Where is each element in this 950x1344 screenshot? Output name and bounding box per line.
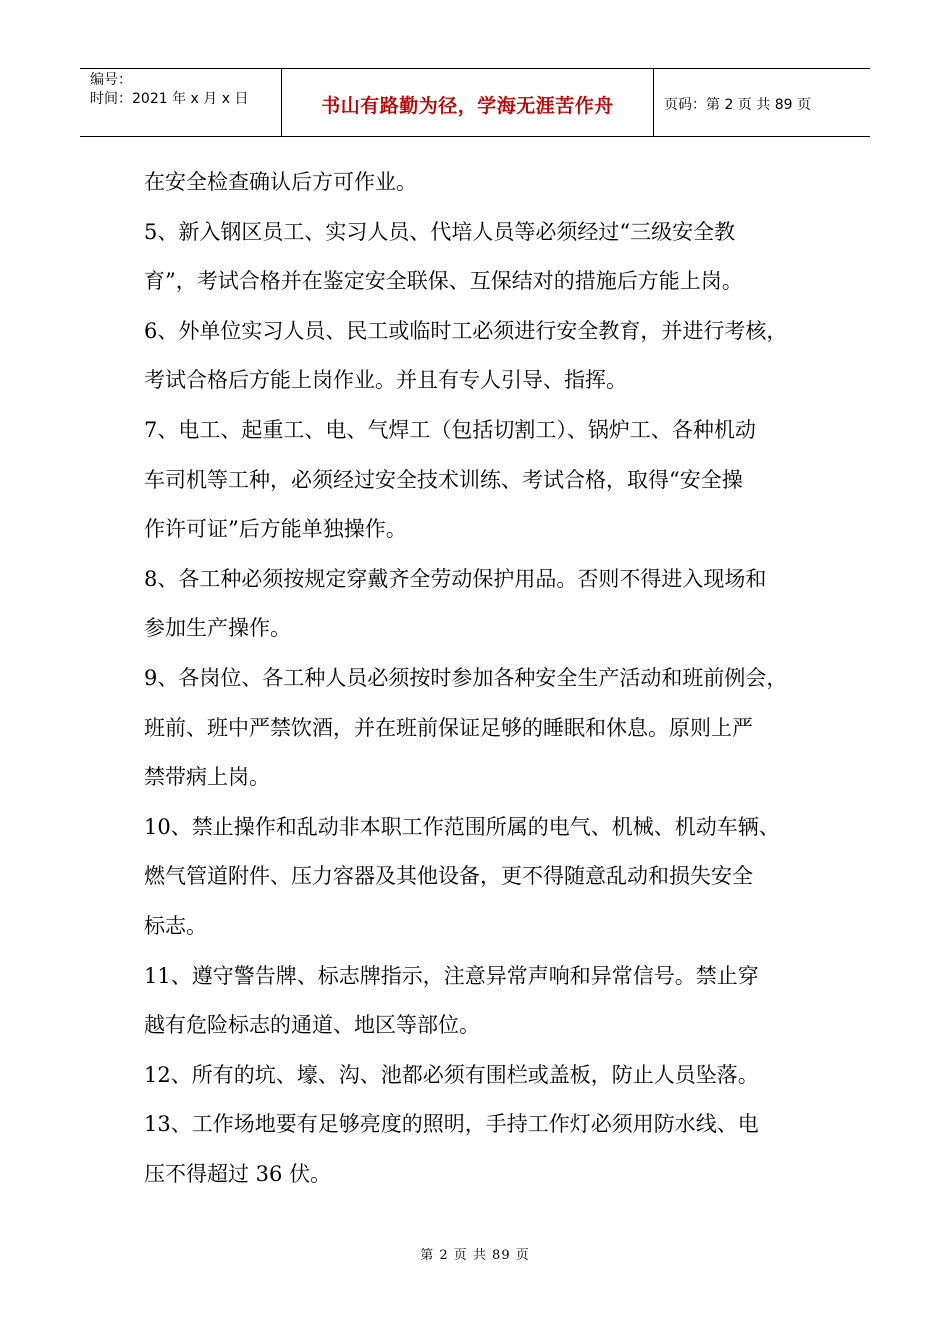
body-line: 禁带病上岗。 (144, 765, 270, 790)
body-line: 班前、班中严禁饮酒，并在班前保证足够的睡眠和休息。原则上严 (144, 715, 753, 740)
body-line: 在安全检查确认后方可作业。 (144, 170, 417, 194)
body-line: 7、电工、起重工、电、气焊工（包括切割工）、锅炉工、各种机动 (144, 417, 756, 442)
footer-page-number: 第 2 页 共 89 页 (420, 1248, 530, 1263)
page-footer (0, 1244, 950, 1263)
body-line: 6、外单位实习人员、民工或临时工必须进行安全教育，并进行考核， (144, 318, 788, 343)
header-meta (80, 69, 282, 136)
body-line: 越有危险标志的通道、地区等部位。 (144, 1013, 480, 1038)
body-line: 作许可证”后方能单独操作。 (144, 517, 407, 542)
body-line: 13、工作场地要有足够亮度的照明，手持工作灯必须用防水线、电 (144, 1112, 759, 1137)
body-line: 车司机等工种，必须经过安全技术训练、考试合格，取得“安全操 (144, 467, 743, 492)
header-motto-cell (282, 69, 654, 136)
body-line: 压不得超过 36 伏。 (144, 1161, 332, 1186)
header-page-info-cell (654, 69, 870, 136)
body-line: 考试合格后方能上岗作业。并且有专人引导、指挥。 (144, 368, 627, 393)
document-number-label: 编号： (90, 72, 132, 88)
page-header (80, 68, 870, 137)
body-line: 9、各岗位、各工种人员必须按时参加各种安全生产活动和班前例会， (144, 665, 788, 690)
document-body (144, 158, 844, 1199)
body-line: 10、禁止操作和乱动非本职工作范围所属的电气、机械、机动车辆、 (144, 814, 780, 839)
body-line: 11、遵守警告牌、标志牌指示，注意异常声响和异常信号。禁止穿 (144, 963, 759, 988)
body-line: 标志。 (144, 913, 207, 938)
body-line: 燃气管道附件、压力容器及其他设备，更不得随意乱动和损失安全 (144, 864, 753, 889)
body-line: 8、各工种必须按规定穿戴齐全劳动保护用品。否则不得进入现场和 (144, 566, 767, 591)
header-motto: 书山有路勤为径，学海无涯苦作舟 (321, 95, 614, 117)
header-page-info: 页码：第 2 页 共 89 页 (664, 96, 811, 113)
body-line: 5、新入钢区员工、实习人员、代培人员等必须经过“三级安全教 (144, 219, 736, 244)
body-line: 12、所有的坑、壕、沟、池都必须有围栏或盖板，防止人员坠落。 (144, 1062, 759, 1087)
body-line: 育”，考试合格并在鉴定安全联保、互保结对的措施后方能上岗。 (144, 269, 743, 294)
document-time-label: 时间：2021 年 x 月 x 日 (90, 91, 249, 107)
body-line: 参加生产操作。 (144, 616, 291, 641)
